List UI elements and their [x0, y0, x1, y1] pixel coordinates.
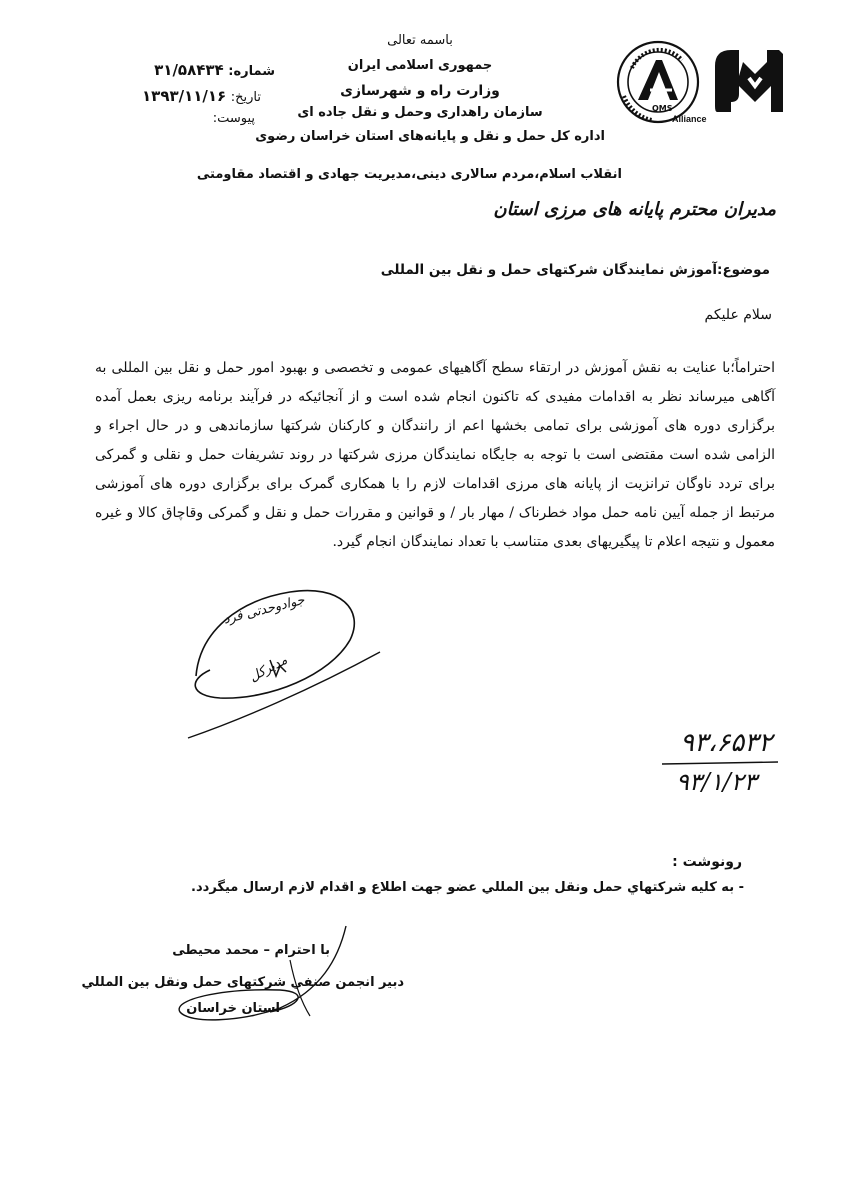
letter-attachment — [195, 111, 255, 126]
header-department: اداره کل حمل و نقل و پایانه‌های استان خراسان رضوی — [255, 129, 605, 144]
slogan: انقلاب اسلام،مردم سالاری دینی،مدیریت جهادی و اقتصاد مقاومتی — [196, 167, 622, 182]
letter-date — [125, 87, 261, 105]
date-value: ۱۳۹۳/۱۱/۱۶ — [142, 87, 227, 105]
header-organization: سازمان راهداری وحمل و نقل جاده ای — [297, 105, 543, 120]
recipient: مدیران محترم پایانه های مرزی استان — [493, 199, 776, 220]
cc-label: رونوشت : — [672, 854, 742, 870]
footer-signature-icon — [160, 920, 360, 1030]
cc-line: - به کلیه شرکتهاي حمل ونقل بین المللي عضو جهت اطلاع و اقدام لازم ارسال میگردد. — [191, 880, 744, 895]
invocation: باسمه تعالی — [387, 33, 453, 48]
footer-position: دبیر انجمن صنفي شرکتهای حمل ونقل بین المللي — [81, 975, 404, 990]
attachment-label: پیوست: — [212, 111, 255, 126]
letter-number — [145, 61, 275, 79]
number-value: ۳۱/۵۸۴۳۴ — [154, 61, 224, 79]
header-ministry: وزارت راه و شهرسازی — [340, 83, 500, 99]
number-label: شماره: — [228, 64, 275, 79]
footer-regards: با احترام – محمد محیطی — [172, 943, 330, 958]
seal-label: QMS — [652, 104, 673, 113]
subject: موضوع:آموزش نمایندگان شرکتهای حمل و نقل بین المللی — [380, 262, 770, 278]
seal-alliance-text: Alliance — [672, 114, 707, 124]
ref-underline-icon — [660, 758, 780, 768]
logo-area — [612, 38, 787, 128]
footer-province: استان خراسان — [186, 1001, 280, 1016]
letter-body: احتراماً؛با عنایت به نقش آموزش در ارتقاء سطح آگاهیهای عمومی و تخصصی و بهبود امور حمل و نقل بین المللی به آگاهی میرساند نظر به اقدامات مفیدی که تاکنون انجام شده است و از آنجائیکه در فرآیند برنامه ریزی بعمل آمده برگزاری دوره های آموزشی برای تمامی بخشها اعم از رانندگان و کارکنان شرکتها سازماندهی و در حال اجراء و الزامی شده است مقتضی است با توجه به جایگاه نمایندگان مرزی شرکتها در روند تشریفات حمل و نقلی و گمرکی برای تردد ناوگان ترانزیت از پایانه های مرزی اقدامات لازم را با همکاری گمرک برای برگزاری دوره های آموزشی مرتبط از جمله آیین نامه حمل مواد خطرناک / مهار بار / و قوانین و مقررات حمل و نقل و گمرکی وقاچاق کالا و غیره معمول و نتیجه اعلام تا پیگیریهای بعدی متناسب با تعداد نمایندگان انجام گیرد. — [95, 360, 775, 550]
greeting: سلام علیکم — [704, 307, 772, 323]
handwritten-ref-number: ۹۳،۶۵۳۲ — [680, 728, 773, 758]
handwritten-ref-date: ۹۳/۱/۲۳ — [676, 768, 757, 796]
ministry-emblem-icon — [709, 42, 787, 122]
signatory-title: مدیرکل — [247, 652, 291, 686]
signatory-name: جوادوحدتی فرد — [221, 592, 307, 628]
date-label: تاریخ: — [230, 90, 261, 105]
header-republic: جمهوری اسلامی ایران — [347, 58, 493, 73]
